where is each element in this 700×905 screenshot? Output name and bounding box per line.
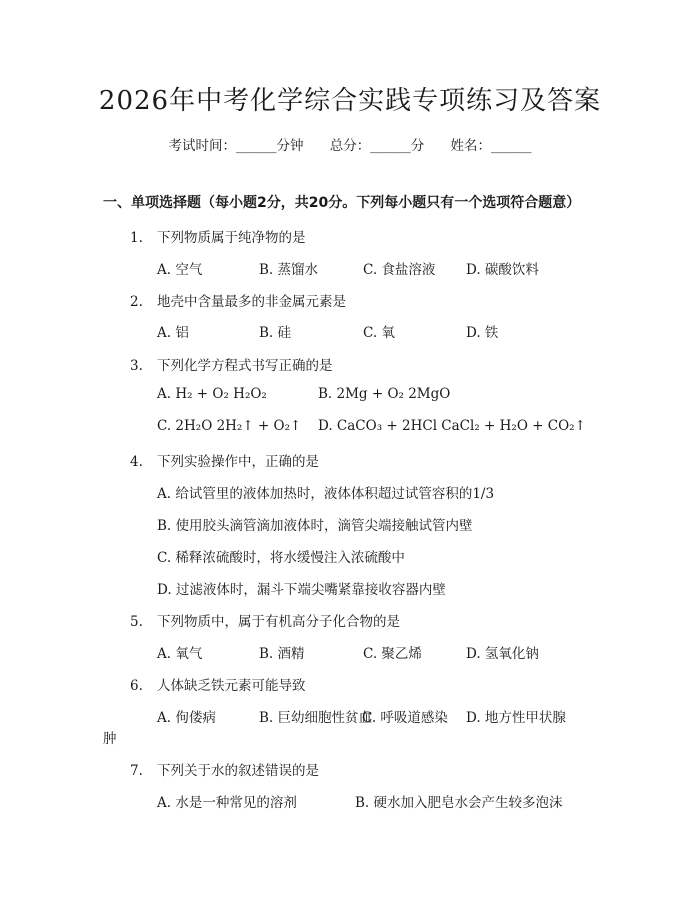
q4-option-c: C. 稀释浓硫酸时，将水缓慢注入浓硫酸中 [157,550,405,566]
q6-option-d-wrap: 肿 [103,731,117,747]
question-stem: 下列物质中，属于有机高分子化合物的是 [157,614,400,630]
question-2 [130,290,346,310]
question-5 [130,610,400,630]
page-title: 2026年中考化学综合实践专项练习及答案 [98,86,602,116]
question-number: 5. [130,614,143,630]
q6-option-a: A. 佝偻病 [157,710,216,726]
question-number: 1. [130,230,143,246]
question-6 [130,674,306,694]
exam-meta [0,134,700,154]
q3-option-b: B. 2Mg + O₂ 2MgO [318,386,451,402]
q5-option-d: D. 氢氧化钠 [466,646,539,662]
student-name: 姓名：______ [450,138,532,154]
q6-option-b: B. 巨幼细胞性贫血 [259,710,373,726]
question-stem: 下列物质属于纯净物的是 [157,230,306,246]
q7-option-b: B. 硬水加入肥皂水会产生较多泡沫 [355,795,563,811]
q3-option-d: D. CaCO₃ + 2HCl CaCl₂ + H₂O + CO₂↑ [318,418,586,434]
q6-option-d: D. 地方性甲状腺 [466,710,566,726]
question-1 [130,226,306,246]
question-stem: 下列实验操作中，正确的是 [157,454,319,470]
q5-option-b: B. 酒精 [259,646,305,662]
question-number: 6. [130,678,143,694]
q7-option-a: A. 水是一种常见的溶剂 [157,795,297,811]
q4-option-b: B. 使用胶头滴管滴加液体时，滴管尖端接触试管内壁 [157,518,473,534]
q4-option-d: D. 过滤液体时，漏斗下端尖嘴紧靠接收容器内壁 [157,582,446,598]
q5-option-c: C. 聚乙烯 [363,646,422,662]
q1-option-d: D. 碳酸饮料 [466,262,539,278]
question-stem: 地壳中含量最多的非金属元素是 [157,294,346,310]
q2-option-d: D. 铁 [466,325,499,341]
question-number: 7. [130,763,143,779]
exam-time: 考试时间：______分钟 [168,138,304,154]
q1-option-a: A. 空气 [157,262,203,278]
question-stem: 下列关于水的叙述错误的是 [157,763,319,779]
question-number: 3. [130,358,143,374]
question-number: 4. [130,454,143,470]
question-stem: 人体缺乏铁元素可能导致 [157,678,306,694]
section-heading: 一、单项选择题（每小题2分，共20分。下列每小题只有一个选项符合题意） [103,195,581,211]
q3-option-a: A. H₂ + O₂ H₂O₂ [157,386,267,402]
q2-option-a: A. 铝 [157,325,189,341]
question-stem: 下列化学方程式书写正确的是 [157,358,333,374]
question-7 [130,759,319,779]
question-4 [130,450,319,470]
q4-option-a: A. 给试管里的液体加热时，液体体积超过试管容积的1/3 [157,486,495,502]
question-3 [130,354,333,374]
q1-option-c: C. 食盐溶液 [363,262,436,278]
q1-option-b: B. 蒸馏水 [259,262,319,278]
q2-option-b: B. 硅 [259,325,292,341]
question-number: 2. [130,294,143,310]
q3-option-c: C. 2H₂O 2H₂↑ + O₂↑ [157,418,302,434]
q5-option-a: A. 氧气 [157,646,203,662]
total-score: 总分：______分 [329,138,425,154]
q2-option-c: C. 氧 [363,325,395,341]
q6-option-c: C. 呼吸道感染 [362,710,448,726]
